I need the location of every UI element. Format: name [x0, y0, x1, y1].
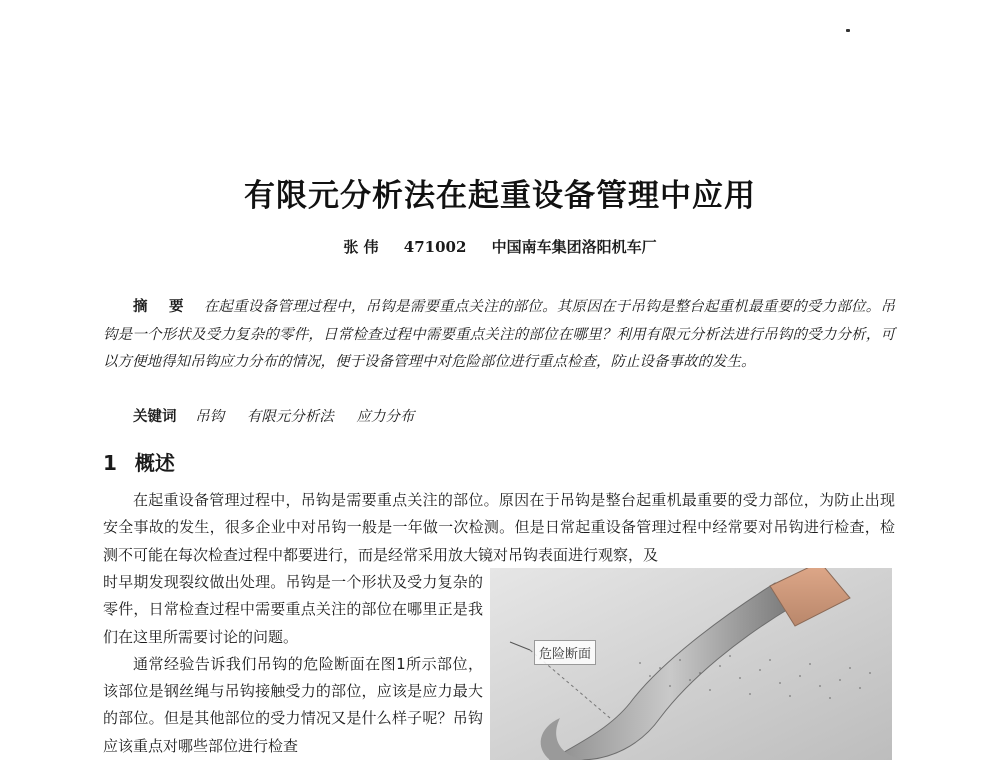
keyword-2: 有限元分析法 — [246, 409, 334, 425]
figure-label: 危险断面 — [534, 640, 596, 665]
section-heading — [103, 447, 175, 476]
body-left-column — [103, 569, 483, 760]
keywords — [133, 405, 432, 426]
body-paragraph-1-continued: 时早期发现裂纹做出处理。吊钩是一个形状及受力复杂的零件，日常检查过程中需要重点关注的部位在哪里正是我们在这里所需要讨论的问题。 — [103, 573, 483, 646]
body-paragraph-1: 在起重设备管理过程中，吊钩是需要重点关注的部位。原因在于吊钩是整台起重机最重要的受力部位，为防止出现安全事故的发生，很多企业中对吊钩一般是一年做一次检测。但是日常起重设备管理过程中经常要对吊钩进行检查，检测不可能在每次检查过程中都要进行，而是经常采用放大镜对吊钩表面进行观察，及 — [103, 491, 895, 564]
figure-1 — [490, 568, 892, 760]
author-affiliation: 中国南车集团洛阳机车厂 — [491, 238, 657, 256]
scan-speck — [846, 29, 850, 32]
author-line — [0, 236, 1000, 257]
keyword-3: 应力分布 — [356, 409, 415, 425]
abstract-text: 在起重设备管理过程中，吊钩是需要重点关注的部位。其原因在于吊钩是整台起重机最重要的受力部位。吊钩是一个形状及受力复杂的零件，日常检查过程中需要重点关注的部位在哪里？利用有限元分析法进行吊钩的受力分析，可以方便地得知吊钩应力分布的情况，便于设备管理中对危险部位进行重点检查，防止设备事故的发生。 — [103, 299, 895, 370]
abstract-label: 摘 要 — [133, 298, 192, 315]
section-title: 概述 — [134, 451, 175, 475]
body-paragraph-2: 通常经验告诉我们吊钩的危险断面在图1所示部位，该部位是钢丝绳与吊钩接触受力的部位，应该是应力最大的部位。但是其他部位的受力情况又是什么样子呢？吊钩应该重点对哪些部位进行检查 — [103, 654, 483, 755]
abstract — [103, 293, 895, 377]
author-postcode: 471002 — [403, 238, 467, 256]
keywords-label: 关键词 — [133, 408, 177, 425]
keyword-1: 吊钩 — [195, 409, 225, 425]
author-name: 张 伟 — [343, 238, 379, 256]
section-number: 1 — [103, 451, 117, 475]
paper-title: 有限元分析法在起重设备管理中应用 — [244, 178, 756, 214]
